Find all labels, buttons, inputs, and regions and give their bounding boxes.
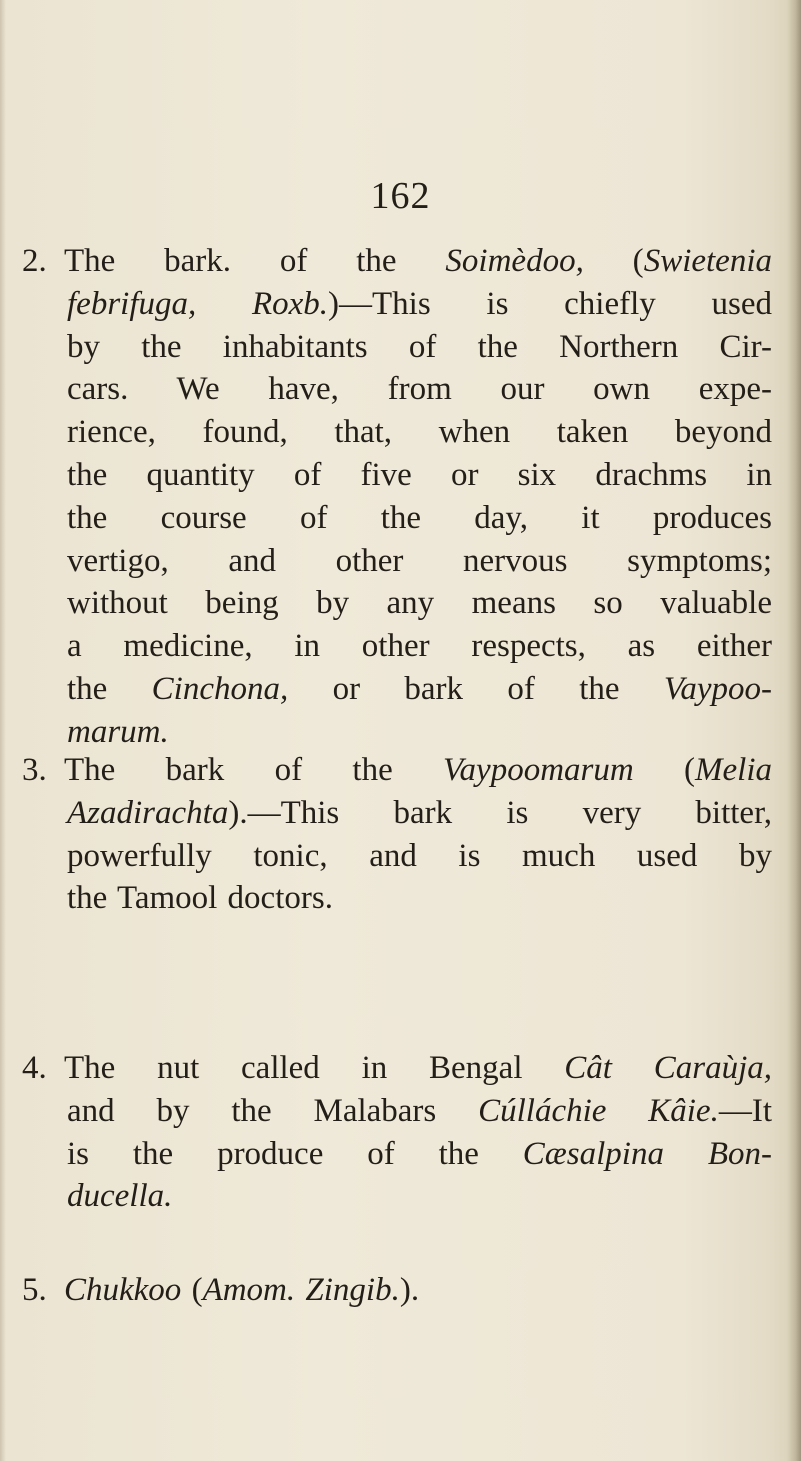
- text-span: powerfully tonic, and is much used by: [67, 837, 772, 874]
- text-line: [67, 498, 772, 538]
- text-span: The nut called in Bengal: [64, 1050, 565, 1086]
- italic-term: Amom. Zingib.: [202, 1272, 400, 1308]
- text-line: [67, 369, 772, 409]
- text-span: —It: [718, 1092, 773, 1129]
- text-span: a medicine, in other respects, as either: [67, 628, 772, 665]
- italic-term: Cúlláchie Kâie.: [478, 1092, 719, 1129]
- text-line: [67, 626, 772, 666]
- text-span: the: [67, 671, 152, 707]
- text-line: [67, 541, 772, 581]
- italic-term: Soimèdoo,: [445, 243, 584, 279]
- text-line: [67, 327, 772, 367]
- text-line: [22, 1270, 419, 1310]
- text-line: [67, 412, 772, 452]
- text-line: [67, 455, 772, 495]
- text-line: [22, 1048, 772, 1088]
- text-span: )—This is chiefly used: [328, 285, 772, 322]
- text-span: the quantity of five or six drachms in: [67, 457, 772, 493]
- text-span: cars. We have, from our own expe-: [67, 371, 772, 408]
- entry-number: 5.: [22, 1272, 47, 1308]
- italic-term: Cæsalpina Bon-: [522, 1135, 772, 1172]
- text-line: [22, 750, 772, 790]
- italic-term: Cât Caraùja,: [564, 1050, 772, 1086]
- text-span: the Tamool doctors.: [67, 880, 333, 917]
- text-line: [67, 1134, 772, 1174]
- text-span: without being by any means so valuable: [67, 585, 772, 622]
- text-span: ).: [399, 1272, 420, 1308]
- text-line: [67, 1176, 172, 1216]
- text-span: or bark of the: [288, 671, 664, 707]
- italic-term: Azadirachta: [67, 794, 229, 831]
- italic-term: Vaypoo-: [663, 671, 772, 707]
- italic-term: febrifuga, Roxb.: [67, 285, 329, 322]
- text-span: (: [181, 1272, 203, 1308]
- text-line: [67, 712, 169, 752]
- text-span: rience, found, that, when taken beyond: [67, 414, 772, 451]
- text-line: [67, 583, 772, 623]
- entry-number: 2.: [22, 243, 47, 279]
- italic-term: Cinchona,: [151, 671, 289, 707]
- text-span: by the inhabitants of the Northern Cir-: [67, 328, 772, 365]
- text-line: [67, 1091, 772, 1131]
- italic-term: Swietenia: [643, 243, 772, 279]
- text-line: [67, 878, 333, 918]
- page-gutter-shadow: [787, 0, 801, 1461]
- text-span: ).—This bark is very bitter,: [228, 794, 772, 831]
- italic-term: Melia: [695, 752, 772, 788]
- text-span: (: [633, 752, 696, 788]
- page-number: 162: [370, 175, 431, 217]
- entry-number: 4.: [22, 1050, 47, 1086]
- text-span: and by the Malabars: [67, 1092, 479, 1129]
- text-span: The bark. of the: [64, 243, 446, 279]
- text-line: [22, 241, 772, 281]
- text-line: [67, 284, 772, 324]
- italic-term: ducella.: [67, 1178, 173, 1215]
- text-line: [67, 669, 772, 709]
- page-left-edge: [0, 0, 6, 1461]
- text-span: the course of the day, it produces: [67, 499, 772, 536]
- italic-term: Chukkoo: [64, 1272, 182, 1308]
- text-span: The bark of the: [64, 752, 444, 788]
- text-span: is the produce of the: [67, 1135, 523, 1172]
- text-span: (: [583, 243, 644, 279]
- entry-number: 3.: [22, 752, 47, 788]
- text-line: [67, 836, 772, 876]
- text-line: [67, 793, 772, 833]
- italic-term: Vaypoomarum: [443, 752, 634, 788]
- text-span: vertigo, and other nervous symptoms;: [67, 542, 772, 579]
- italic-term: marum.: [67, 713, 169, 750]
